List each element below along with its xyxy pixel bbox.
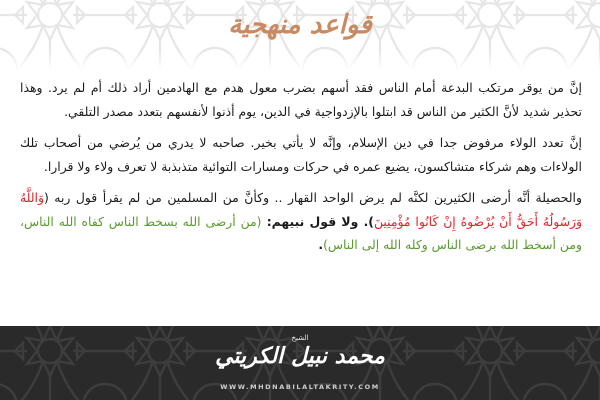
pattern-fade bbox=[0, 50, 600, 70]
paragraph-1: إنَّ من يوقر مرتكب البدعة أمام الناس فقد أسهم بضرب معول هدم مع الهادمين أراد ذلك أم لم يرد. وهذا تحذير شديد لأنَّ الكثير من الناس قد ابتلوا بالإزدواجية في الدين، يوم أذنوا لأنفسهم بتعدد مصدر التلقي. bbox=[20, 80, 582, 119]
footer-banner bbox=[0, 326, 600, 400]
author-name: محمد نبيل الكريتي bbox=[215, 343, 385, 369]
hadith-quote: (من أرضى الله بسخط الناس كفاه الله الناس، ومن أسخط الله برضى الناس وكله الله إلى الناس) bbox=[20, 213, 582, 252]
article-body bbox=[20, 76, 582, 265]
paragraph-3-end: . bbox=[318, 237, 324, 252]
paragraph-3 bbox=[20, 186, 582, 257]
page-title: قواعد منهجية bbox=[228, 10, 372, 40]
author-prefix: الشيخ bbox=[291, 334, 309, 342]
header-banner bbox=[0, 0, 600, 70]
paragraph-2: إنَّ تعدد الولاء مرفوض جدا في دين الإسلام، وإنَّه لا يأتي بخير. صاحبه لا يدري من يُرضي من أصحاب تلك الولاءات وهم شركاء متشاكسون، يضيع عمره في حركات ومسارات التوائية متذبذبة لا تعرف ولاء ولا قرارا. bbox=[20, 135, 582, 174]
paragraph-3-middle: ). ولا قول نبيهم: bbox=[261, 213, 374, 229]
website-url: WWW.MHDNABILALTAKRITY.COM bbox=[220, 383, 380, 391]
quran-verse: وَاللَّهُ وَرَسُولُهُ أَحَقُّ أَنْ يُرْضُوهُ إِنْ كَانُوا مُؤْمِنِينَ bbox=[20, 190, 582, 229]
paragraph-3-intro: والحصيلة أنَّه أرضى الكثيرين لكنَّه لم يرض الواحد القهار .. وكأنَّ من المسلمين من لم يقرأ قول ربه ( bbox=[43, 190, 582, 205]
